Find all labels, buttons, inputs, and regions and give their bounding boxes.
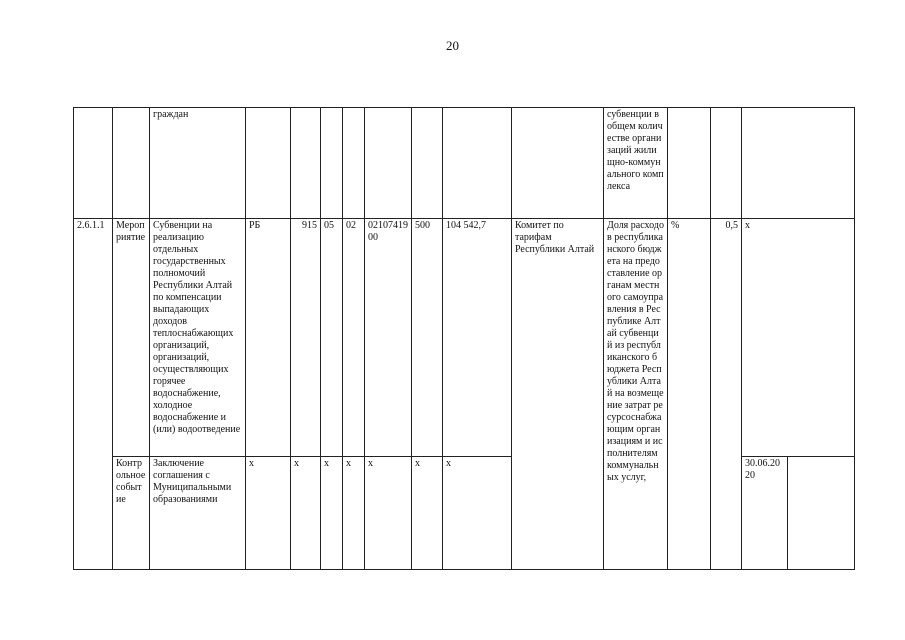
cell-pr bbox=[343, 108, 365, 219]
cell-rz bbox=[321, 108, 343, 219]
cell-type bbox=[113, 108, 150, 219]
cell-name: граждан bbox=[150, 108, 246, 219]
table-row-carryover bbox=[74, 108, 855, 219]
cell-date: 30.06.2020 bbox=[742, 457, 788, 570]
cell-extra bbox=[788, 457, 855, 570]
cell-amount: 104 542,7 bbox=[443, 219, 512, 457]
cell-type: Контрольное событие bbox=[113, 457, 150, 570]
cell-rz: 05 bbox=[321, 219, 343, 457]
cell-amount bbox=[443, 108, 512, 219]
cell-grbs: 915 bbox=[291, 219, 321, 457]
cell-grbs bbox=[291, 108, 321, 219]
cell-indicator: субвенции в общем количестве организаций жилищно-коммунального комплекса bbox=[604, 108, 668, 219]
cell-indicator: Доля расходов республиканского бюджета на предоставление органам местного самоуправления в Республике Алтай субвенций из республиканского бюджета Республики Алтай на возмещение затрат ресурсоснабжающим организациям и исполнителям коммунальных услуг, bbox=[604, 219, 668, 570]
cell-vr: 500 bbox=[412, 219, 443, 457]
cell-csr: 0210741900 bbox=[365, 219, 412, 457]
cell-name: Заключение соглашения с Муниципальными образованиями bbox=[150, 457, 246, 570]
table-row-measure bbox=[74, 219, 855, 457]
cell-budget: РБ bbox=[246, 219, 291, 457]
cell-value: 0,5 bbox=[711, 219, 742, 570]
cell-vr bbox=[412, 108, 443, 219]
cell-value bbox=[711, 108, 742, 219]
cell-num: 2.6.1.1 bbox=[74, 219, 113, 570]
cell-budget: x bbox=[246, 457, 291, 570]
cell-rz: x bbox=[321, 457, 343, 570]
cell-date bbox=[742, 108, 855, 219]
cell-executor: Комитет по тарифам Республики Алтай bbox=[512, 219, 604, 570]
cell-unit: % bbox=[668, 219, 711, 570]
cell-name: Субвенции на реализацию отдельных государственных полномочий Республики Алтай по компенсации выпадающих доходов теплоснабжающих организаций, организаций, осуществляющих горячее водоснабжение, холодное водоснабжение и (или) водоотведение bbox=[150, 219, 246, 457]
program-table bbox=[73, 107, 855, 570]
page-number: 20 bbox=[446, 38, 459, 53]
cell-grbs: x bbox=[291, 457, 321, 570]
cell-csr bbox=[365, 108, 412, 219]
cell-amount: x bbox=[443, 457, 512, 570]
cell-num bbox=[74, 108, 113, 219]
cell-budget bbox=[246, 108, 291, 219]
cell-executor bbox=[512, 108, 604, 219]
cell-vr: x bbox=[412, 457, 443, 570]
cell-unit bbox=[668, 108, 711, 219]
cell-csr: x bbox=[365, 457, 412, 570]
cell-type: Мероприятие bbox=[113, 219, 150, 457]
cell-date: x bbox=[742, 219, 855, 457]
cell-pr: x bbox=[343, 457, 365, 570]
cell-pr: 02 bbox=[343, 219, 365, 457]
